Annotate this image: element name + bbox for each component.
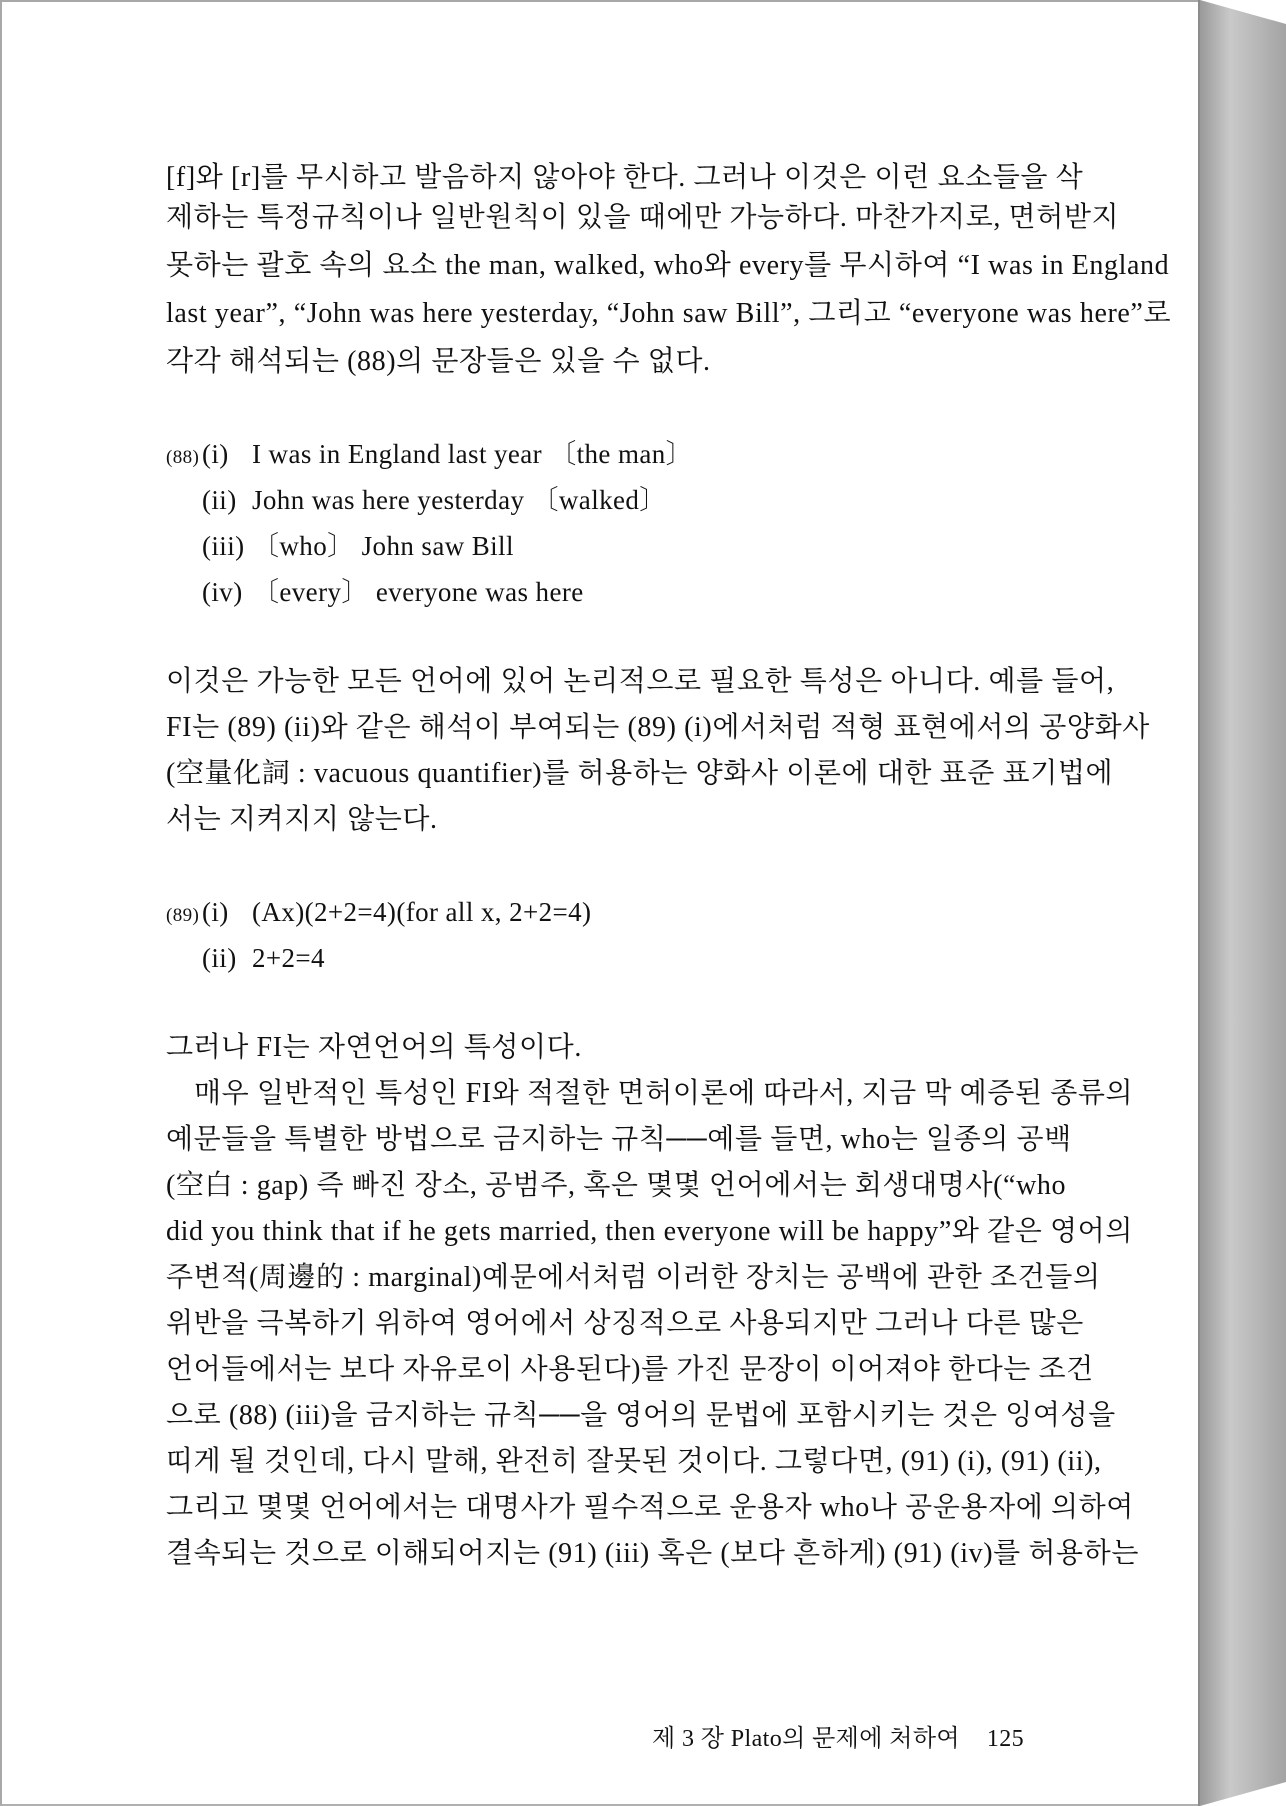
paragraph-3-line: 위반을 극복하기 위하여 영어에서 상징적으로 사용되지만 그러나 다른 많은 [166,1308,1084,1339]
example-text: (Ax)(2+2=4)(for all x, 2+2=4) [252,897,592,927]
paragraph-3-line: 매우 일반적인 특성인 FI와 적절한 면허이론에 따라서, 지금 막 예증된 종류의 [194,1078,1134,1109]
paragraph-3-line: (空白 : gap) 즉 빠진 장소, 공범주, 혹은 몇몇 언어에서는 회생대명사(“who [166,1170,1067,1201]
paragraph-2-line: 서는 지켜지지 않는다. [166,804,438,835]
example-text: I was in England last year 〔the man〕 [252,439,694,469]
book-spine [1200,0,1286,1806]
example-number: (89) [166,905,200,926]
chapter-title: 제 3 장 Plato의 문제에 처하여 [652,1726,960,1752]
paragraph-3-line: 그러나 FI는 자연언어의 특성이다. [166,1032,582,1063]
example-text: John was here yesterday 〔walked〕 [252,485,667,515]
paragraph-3-line: 주변적(周邊的 : marginal)예문에서처럼 이러한 장치는 공백에 관한 조건들의 [166,1262,1101,1293]
paragraph-3-line: 그리고 몇몇 언어에서는 대명사가 필수적으로 운용자 who나 공운용자에 의하여 [166,1492,1134,1523]
paragraph-3-line: 결속되는 것으로 이해되어지는 (91) (iii) 혹은 (보다 흔하게) (91) (iv)를 허용하는 [166,1538,1139,1569]
example-number: (88) [166,447,200,468]
paragraph-1-line: [f]와 [r]를 무시하고 발음하지 않아야 한다. 그러나 이것은 이런 요소들을 삭 [166,162,1084,193]
example-label: (ii) [202,943,237,973]
paragraph-1-line: 각각 해석되는 (88)의 문장들은 있을 수 없다. [166,346,711,377]
paragraph-3-line: 언어들에서는 보다 자유로이 사용된다)를 가진 문장이 이어져야 한다는 조건 [166,1354,1094,1385]
running-footer [652,1724,1024,1754]
paragraph-1-line: last year”, “John was here yesterday, “John saw Bill”, 그리고 “everyone was here”로 [166,298,1172,329]
paragraph-3-line: 띠게 될 것인데, 다시 말해, 완전히 잘못된 것이다. 그렇다면, (91) (i), (91) (ii), [166,1446,1102,1477]
example-text: 〔who〕 John saw Bill [252,531,514,561]
example-text: 〔every〕 everyone was here [252,577,584,607]
paragraph-3-line: did you think that if he gets married, then everyone will be happy”와 같은 영어의 [166,1216,1133,1247]
page-number: 125 [986,1726,1025,1752]
paragraph-2-line: 이것은 가능한 모든 언어에 있어 논리적으로 필요한 특성은 아니다. 예를 들어, [166,666,1115,697]
paragraph-3-line: 으로 (88) (iii)을 금지하는 규칙──을 영어의 문법에 포함시키는 것은 잉여성을 [166,1400,1116,1431]
example-text: 2+2=4 [252,943,325,973]
paragraph-2-line: FI는 (89) (ii)와 같은 해석이 부여되는 (89) (i)에서처럼 적형 표현에서의 공양화사 [166,712,1150,743]
example-label: (i) [202,897,229,927]
paragraph-1-line: 못하는 괄호 속의 요소 the man, walked, who와 every를 무시하여 “I was in England [166,250,1170,281]
paragraph-2-line: (空量化詞 : vacuous quantifier)를 허용하는 양화사 이론에 대한 표준 표기법에 [166,758,1114,789]
example-label: (ii) [202,485,237,515]
example-label: (iii) [202,531,245,561]
example-label: (iv) [202,577,243,607]
paragraph-3-line: 예문들을 특별한 방법으로 금지하는 규칙──예를 들면, who는 일종의 공백 [166,1124,1072,1155]
example-label: (i) [202,439,229,469]
paragraph-1-line: 제하는 특정규칙이나 일반원칙이 있을 때에만 가능하다. 마찬가지로, 면허받지 [166,202,1120,233]
page-edge [1198,0,1200,1806]
